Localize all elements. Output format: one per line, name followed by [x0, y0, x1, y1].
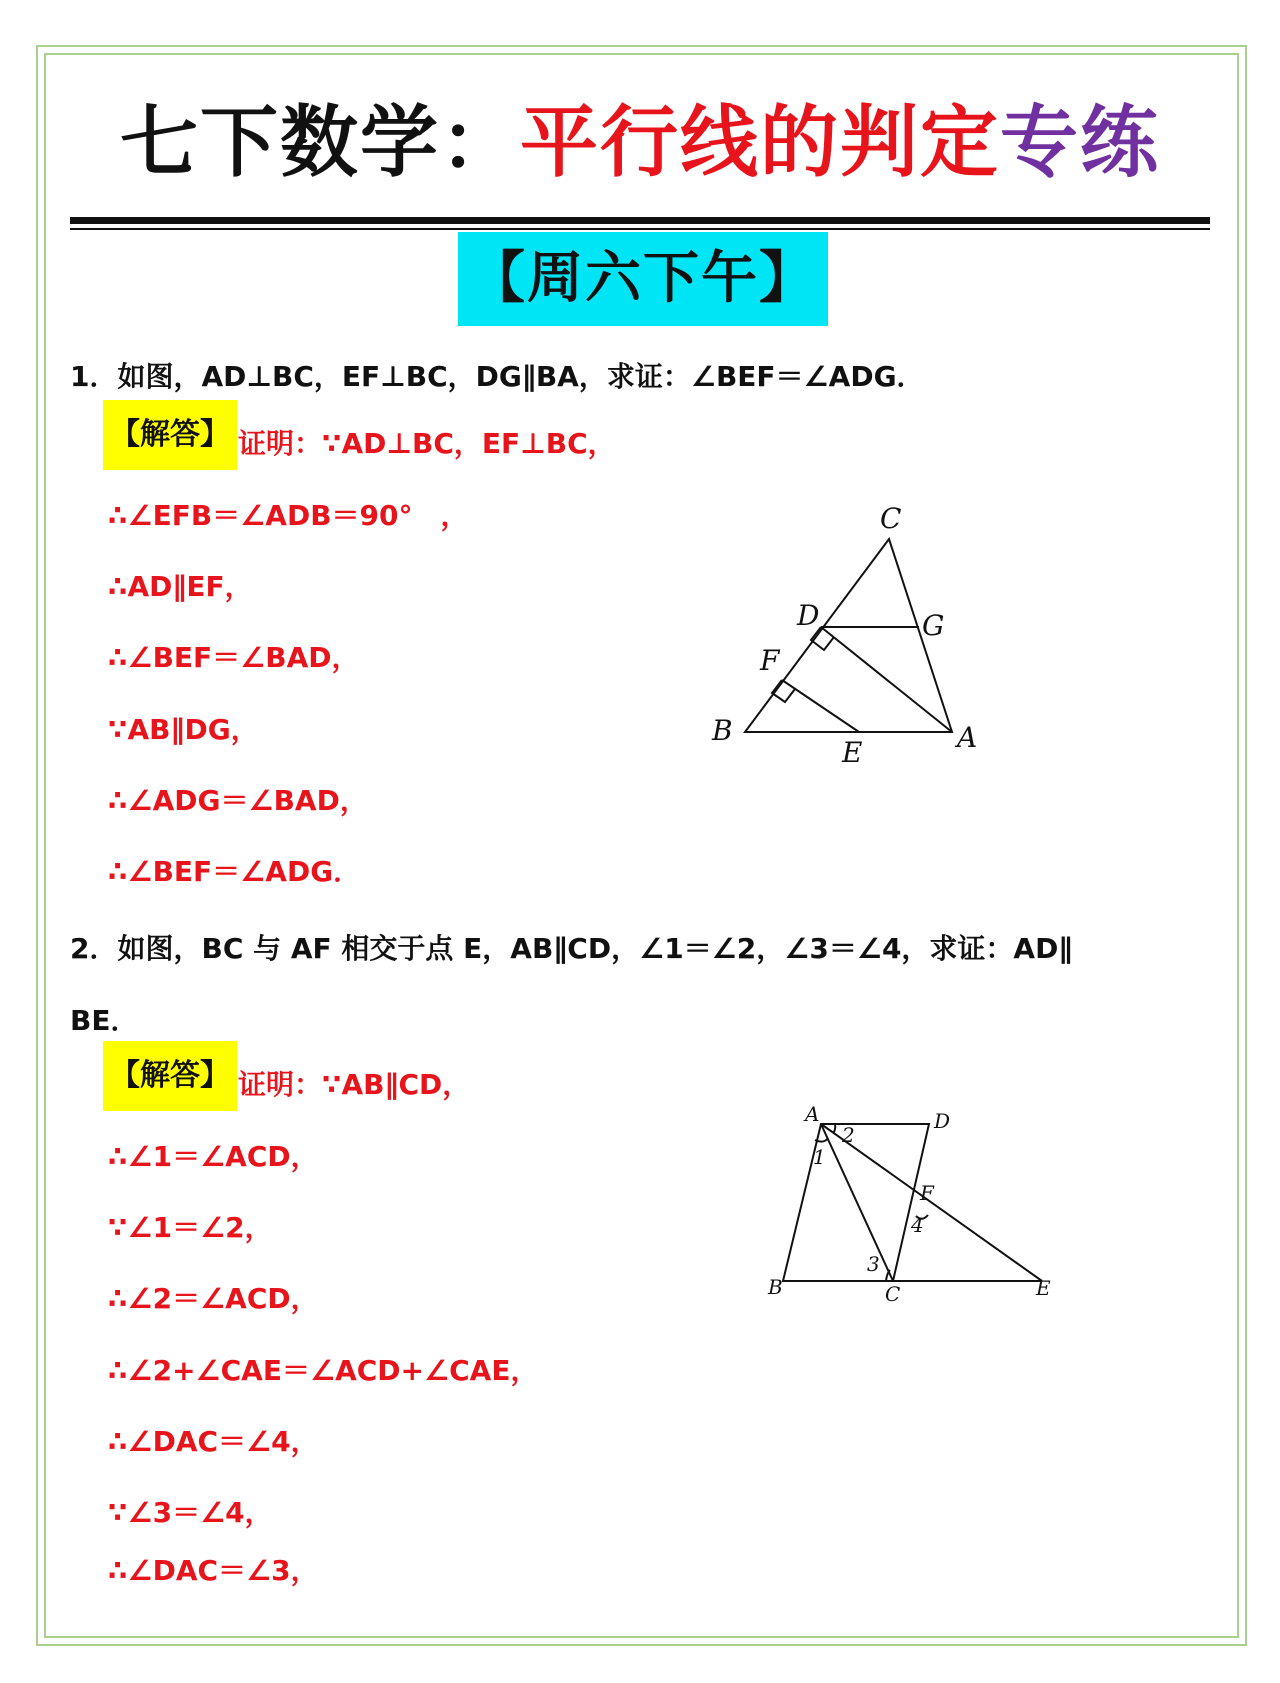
p2-step: ∴∠1＝∠ACD，: [108, 1140, 319, 1173]
p1-step: ∴AD∥EF，: [108, 570, 253, 603]
label-1: 1: [813, 1145, 826, 1169]
title-suffix: 专练: [1000, 98, 1161, 188]
label-f: F: [760, 644, 780, 677]
p1-step: ∴∠BEF＝∠ADG．: [108, 855, 362, 888]
p2-step: 证明：∵AB∥CD，: [238, 1068, 471, 1101]
p1-step: ∴∠BEF＝∠BAD，: [108, 641, 360, 674]
segment-ef: [782, 680, 859, 732]
title-prefix: 七下数学：: [119, 98, 520, 188]
problem-1-statement: 1．如图，AD⊥BC，EF⊥BC，DG∥BA，求证：∠BEF＝∠ADG．: [70, 360, 925, 393]
figure-1-triangle: [700, 495, 1000, 775]
label-b: B: [712, 714, 733, 747]
label-d: D: [797, 599, 820, 632]
p2-step: ∴∠DAC＝∠3，: [108, 1554, 319, 1587]
p2-step: ∵∠1＝∠2，: [108, 1211, 273, 1244]
figure-2-quadrilateral: [760, 1100, 1080, 1320]
day-banner: 【周六下午】: [458, 232, 828, 326]
answer-tag-2: 【解答】: [103, 1041, 237, 1111]
p2-step: ∴∠2+∠CAE＝∠ACD+∠CAE，: [108, 1354, 539, 1387]
label-a: A: [957, 721, 978, 754]
label-4: 4: [911, 1213, 924, 1237]
p2-step: ∴∠2＝∠ACD，: [108, 1282, 319, 1315]
segment-ac: [821, 1124, 893, 1281]
label-g: G: [922, 609, 945, 642]
label-c: C: [885, 1282, 901, 1306]
label-e: E: [842, 736, 863, 769]
triangle-abc: [745, 539, 952, 732]
label-3: 3: [867, 1252, 880, 1276]
p1-step: 证明：∵AD⊥BC，EF⊥BC，: [238, 427, 616, 460]
label-e: E: [1036, 1276, 1051, 1300]
problem-2-statement-line2: BE．: [70, 1004, 139, 1037]
label-d: D: [934, 1109, 951, 1133]
label-2: 2: [842, 1123, 855, 1147]
problem-2-statement-line1: 2．如图，BC 与 AF 相交于点 E，AB∥CD，∠1＝∠2，∠3＝∠4，求证：AD∥: [70, 932, 1073, 965]
segment-ad: [821, 627, 952, 732]
angle-mark-2: [833, 1124, 835, 1133]
label-c: C: [880, 502, 902, 535]
page-title: [60, 88, 1220, 198]
title-divider-thin: [70, 228, 1210, 230]
title-topic: 平行线的判定: [519, 98, 1000, 188]
label-b: B: [768, 1275, 783, 1299]
p1-step: ∴∠ADG＝∠BAD，: [108, 784, 368, 817]
p2-step: ∴∠DAC＝∠4，: [108, 1425, 319, 1458]
answer-tag-1: 【解答】: [103, 400, 237, 470]
title-divider: [70, 217, 1210, 224]
p2-step: ∵∠3＝∠4，: [108, 1496, 273, 1529]
p1-step: ∵AB∥DG，: [108, 713, 259, 746]
label-a: A: [805, 1102, 820, 1126]
p1-step: ∴∠EFB＝∠ADB＝90° ，: [108, 499, 469, 532]
label-f: F: [920, 1181, 934, 1205]
